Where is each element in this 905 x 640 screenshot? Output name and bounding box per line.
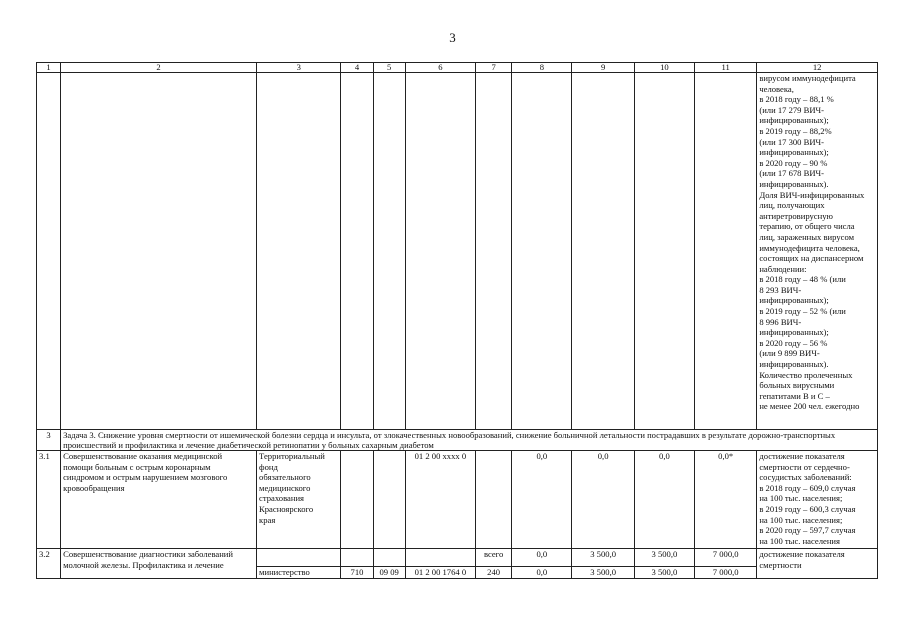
table-row	[37, 549, 878, 567]
col-number-cell: 6	[405, 63, 475, 73]
page-number: 3	[449, 30, 456, 45]
grbs-cell: 710	[341, 567, 373, 579]
executor-cell: министерство	[257, 567, 341, 579]
col-number-cell: 7	[476, 63, 512, 73]
grbs-cell	[341, 451, 373, 549]
value-2020: 3 500,0	[634, 567, 694, 579]
col-number-cell: 8	[512, 63, 572, 73]
program-table	[36, 62, 878, 579]
task-title: Задача 3. Снижение уровня смертности от ишемической болезни сердца и инсульта, от злокачественных новообразований, снижение больничной летальности пострадавших в результате дорожно-транспортных происшествий и профилактика и лечение диабетической ретинопатии у больных сахарным диабетом	[61, 430, 878, 451]
vr-cell: всего	[476, 549, 512, 567]
col-number-cell: 1	[37, 63, 61, 73]
value-2019: 3 500,0	[572, 549, 634, 567]
value-2020: 0,0	[634, 451, 694, 549]
col-number-cell: 2	[61, 63, 257, 73]
continuation-row	[37, 73, 878, 430]
row-number: 3.2	[37, 549, 61, 579]
col-number-cell: 3	[257, 63, 341, 73]
col-number-cell: 10	[634, 63, 694, 73]
indicator-cell: достижение показателя смертности от сердечно- сосудистых заболеваний: в 2018 году – 609,0 случая на 100 тыс. населения; в 2019 году – 600,3 случая на 100 тыс. населения; в 2020 году – 597,7 случая на 100 тыс. населения	[757, 451, 878, 549]
indicator-cell: достижение показателя смертности	[757, 549, 878, 579]
value-2019: 0,0	[572, 451, 634, 549]
value-2019: 3 500,0	[572, 567, 634, 579]
csr-cell: 01 2 00 хххх 0	[405, 451, 475, 549]
column-number-row	[37, 63, 878, 73]
vr-cell: 240	[476, 567, 512, 579]
value-2020: 3 500,0	[634, 549, 694, 567]
measure-name: Совершенствование диагностики заболеваний молочной железы. Профилактика и лечение	[61, 549, 257, 579]
col-number-cell: 5	[373, 63, 405, 73]
value-total: 0,0*	[695, 451, 757, 549]
col-number-cell: 4	[341, 63, 373, 73]
col-number-cell: 12	[757, 63, 878, 73]
rzpr-cell: 09 09	[373, 567, 405, 579]
col-number-cell: 11	[695, 63, 757, 73]
task-number: 3	[37, 430, 61, 451]
rzpr-cell	[373, 451, 405, 549]
executor-cell: Территориальный фонд обязательного медицинского страхования Красноярского края	[257, 451, 341, 549]
table-row	[37, 451, 878, 549]
col-number-cell: 9	[572, 63, 634, 73]
vr-cell	[476, 451, 512, 549]
value-total: 7 000,0	[695, 567, 757, 579]
value-2018: 0,0	[512, 549, 572, 567]
csr-cell: 01 2 00 1764 0	[405, 567, 475, 579]
row-number: 3.1	[37, 451, 61, 549]
value-2018: 0,0	[512, 451, 572, 549]
indicator-cell: вирусом иммунодефицита человека, в 2018 году – 88,1 % (или 17 279 ВИЧ- инфицированных); в 2019 году – 88,2% (или 17 300 ВИЧ- инфицированных); в 2020 году – 90 % (или 17 678 ВИЧ- инфицированных). Доля ВИЧ-инфицированных лиц, получающих антиретровирусную терапию, от общего числа лиц, зараженных вирусом иммунодефицита человека, состоящих на диспансерном наблюдении: в 2018 году – 48 % (или 8 293 ВИЧ- инфицированных); в 2019 году – 52 % (или 8 996 ВИЧ- инфицированных); в 2020 году – 56 % (или 9 899 ВИЧ- инфицированных). Количество пролеченных больных вирусными гепатитами В и С – не менее 200 чел. ежегодно	[757, 73, 878, 430]
task-row	[37, 430, 878, 451]
value-2018: 0,0	[512, 567, 572, 579]
measure-name: Совершенствование оказания медицинской помощи больным с острым коронарным синдромом и острым нарушением мозгового кровообращения	[61, 451, 257, 549]
value-total: 7 000,0	[695, 549, 757, 567]
